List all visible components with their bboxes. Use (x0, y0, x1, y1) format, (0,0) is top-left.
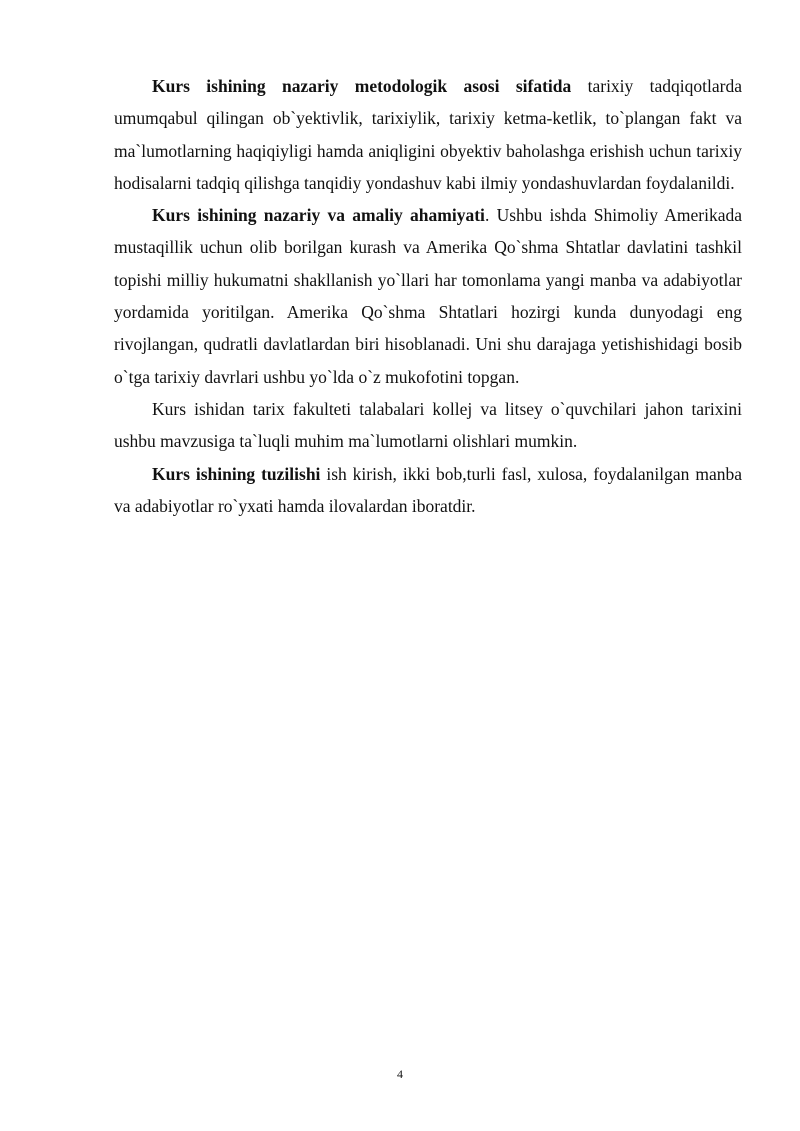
page-number: 4 (397, 1067, 403, 1081)
paragraph-usage (114, 393, 742, 458)
heading-methodology: Kurs ishining nazariy metodologik asosi sifatida (152, 76, 572, 96)
paragraph-methodology (114, 70, 742, 199)
paragraph-structure (114, 458, 742, 523)
heading-structure: Kurs ishining tuzilishi (152, 463, 321, 484)
paragraph-structure-text: ish kirish, ikki bob,turli fasl, xulosa, foydalanilgan manba va adabiyotlar ro`yxati hamda ilovalardan iboratdir. (114, 463, 742, 516)
document-body (114, 70, 742, 522)
paragraph-significance (114, 199, 742, 393)
heading-significance: Kurs ishining nazariy va amaliy ahamiyati (152, 205, 485, 226)
paragraph-methodology-text: tarixiy tadqiqotlarda umumqabul qilingan ob`yektivlik, tarixiylik, tarixiy ketma-ketlik, to`plangan fakt va ma`lumotlarning haqiqiyligi hamda aniqligini obyektiv baholashga erishish uchun tarixiy hodisalarni tadqiq qilishga tanqidiy yondashuv kabi ilmiy yondashuvlardan foydalanildi. (114, 76, 742, 193)
paragraph-significance-text: . Ushbu ishda Shimoliy Amerikada mustaqillik uchun olib borilgan kurash va Amerika Qo`shma Shtatlar davlatini tashkil topishi milliy hukumatni shakllanish yo`llari har tomonlama yangi manba va adabiyotlar yordamida yoritilgan. Amerika Qo`shma Shtatlari hozirgi kunda dunyodagi eng rivojlangan, qudratli davlatlardan biri hisoblanadi. Uni shu darajaga yetishishidagi bosib o`tga tarixiy davrlari ushbu yo`lda o`z mukofotini topgan. (114, 205, 742, 387)
paragraph-usage-text: Kurs ishidan tarix fakulteti talabalari kollej va litsey o`quvchilari jahon tarixini ushbu mavzusiga ta`luqli muhim ma`lumotlarni olishlari mumkin. (114, 398, 742, 452)
